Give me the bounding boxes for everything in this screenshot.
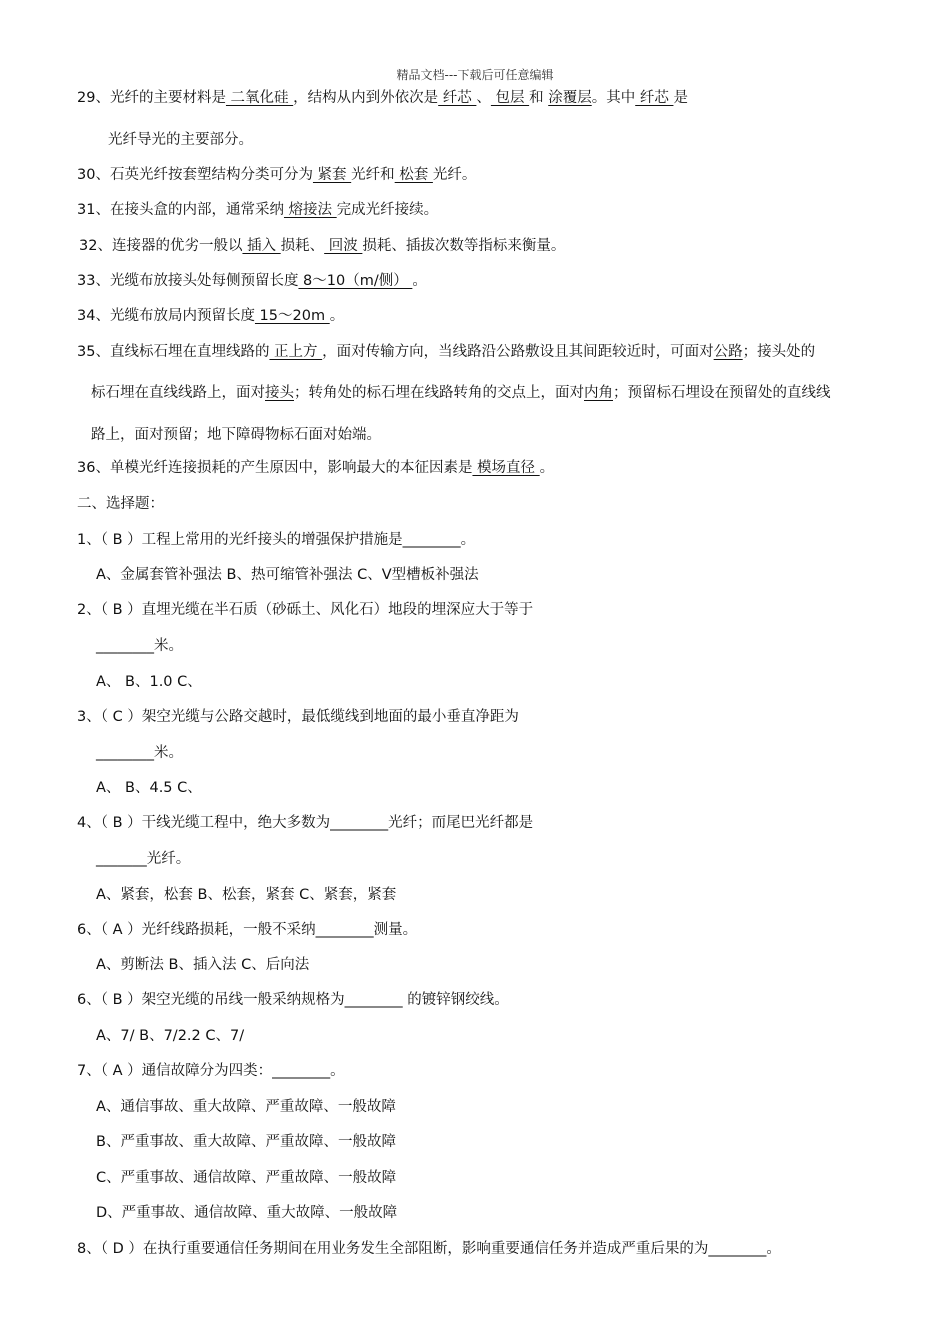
question-35: 35、直线标石埋在直埋线路的 正上方 ，面对传输方向，当线路沿公路敷设且其间距较近时，可面对公路；接头处的 (77, 344, 816, 360)
question-31: 31、在接头盒的内部，通常采纳 熔接法 完成光纤接续。 (77, 202, 439, 218)
mc-question-2-line2: ________米。 (96, 638, 183, 654)
answer-35-2: 公路 (713, 344, 743, 360)
mc-question-6a: 6、（ A ）光纤线路损耗，一般不采纳________测量。 (77, 922, 418, 938)
answer-36-1: 模场直径 (472, 460, 540, 476)
mc-options-4: A、紧套，松套 B、松套，紧套 C、紧套，紧套 (96, 887, 397, 903)
mc-question-7: 7、（ A ）通信故障分为四类：________。 (77, 1063, 345, 1079)
answer-34-1: 15～20m (254, 308, 330, 324)
answer-35-3: 接头 (265, 385, 294, 401)
question-34: 34、光缆布放局内预留长度 15～20m 。 (77, 308, 345, 324)
mc-question-4-line2: _______光纤。 (96, 851, 191, 867)
mc-options-6b: A、7/ B、7/2.2 C、7/ (96, 1028, 245, 1044)
answer-32-1: 插入 (242, 238, 281, 254)
answer-31-1: 熔接法 (283, 202, 337, 218)
question-29-line2: 光纤导光的主要部分。 (108, 132, 253, 148)
question-29: 29、光纤的主要材料是 二氧化硅 ，结构从内到外依次是 纤芯 、 包层 和 涂覆层。其中 纤芯 是 (77, 90, 688, 106)
answer-29-5: 纤芯 (635, 90, 674, 106)
answer-29-1: 二氧化硅 (225, 90, 294, 106)
page-header-watermark: 精品文档---下载后可任意编辑 (396, 68, 554, 82)
question-36: 36、单模光纤连接损耗的产生原因中，影响最大的本征因素是 模场直径 。 (77, 460, 555, 476)
mc-question-2: 2、（ B ）直埋光缆在半石质（砂砾土、风化石）地段的埋深应大于等于 (77, 602, 534, 618)
mc-question-1: 1、（ B ）工程上常用的光纤接头的增强保护措施是________。 (77, 532, 476, 548)
mc-question-3-line2: ________米。 (96, 745, 183, 761)
mc-option-7c: C、严重事故、通信故障、严重故障、一般故障 (96, 1170, 397, 1186)
question-30: 30、石英光纤按套塑结构分类可分为 紧套 光纤和 松套 光纤。 (77, 167, 477, 183)
question-33: 33、光缆布放接头处每侧预留长度 8～10（m/侧） 。 (77, 273, 427, 289)
mc-question-8: 8、（ D ）在执行重要通信任务期间在用业务发生全部阻断，影响重要通信任务并造成严重后果的为________。 (77, 1241, 781, 1257)
mc-question-4: 4、（ B ）干线光缆工程中，绝大多数为________光纤；而尾巴光纤都是 (77, 815, 534, 831)
mc-option-7b: B、严重事故、重大故障、严重故障、一般故障 (96, 1134, 396, 1150)
question-35-line3: 路上，面对预留；地下障碍物标石面对始端。 (91, 427, 381, 443)
answer-29-2: 纤芯 (438, 90, 477, 106)
mc-question-6b: 6、（ B ）架空光缆的吊线一般采纳规格为________ 的镀锌钢绞线。 (77, 992, 509, 1008)
mc-question-3: 3、（ C ）架空光缆与公路交越时，最低缆线到地面的最小垂直净距为 (77, 709, 519, 725)
answer-33-1: 8～10（m/侧） (298, 273, 413, 289)
answer-30-1: 紧套 (312, 167, 352, 183)
answer-29-3: 包层 (490, 90, 530, 106)
question-35-line2: 标石埋在直线线路上，面对接头；转角处的标石埋在线路转角的交点上，面对内角；预留标石埋设在预留处的直线线 (91, 385, 831, 401)
section-title-choice: 二、选择题： (77, 496, 164, 512)
answer-35-4: 内角 (584, 385, 613, 401)
mc-option-7d: D、严重事故、通信故障、重大故障、一般故障 (96, 1205, 398, 1221)
mc-options-1: A、金属套管补强法 B、热可缩管补强法 C、V型槽板补强法 (96, 567, 479, 583)
answer-35-1: 正上方 (269, 344, 323, 360)
question-32: 32、连接器的优劣一般以 插入 损耗、 回波 损耗、插拔次数等指标来衡量。 (79, 238, 566, 254)
mc-options-3: A、 B、4.5 C、 (96, 780, 202, 796)
answer-32-2: 回波 (324, 238, 363, 254)
mc-options-6a: A、剪断法 B、插入法 C、后向法 (96, 957, 310, 973)
mc-options-2: A、 B、1.0 C、 (96, 674, 202, 690)
answer-30-2: 松套 (394, 167, 433, 183)
mc-option-7a: A、通信事故、重大故障、严重故障、一般故障 (96, 1099, 396, 1115)
answer-29-4: 涂覆层 (548, 90, 592, 106)
